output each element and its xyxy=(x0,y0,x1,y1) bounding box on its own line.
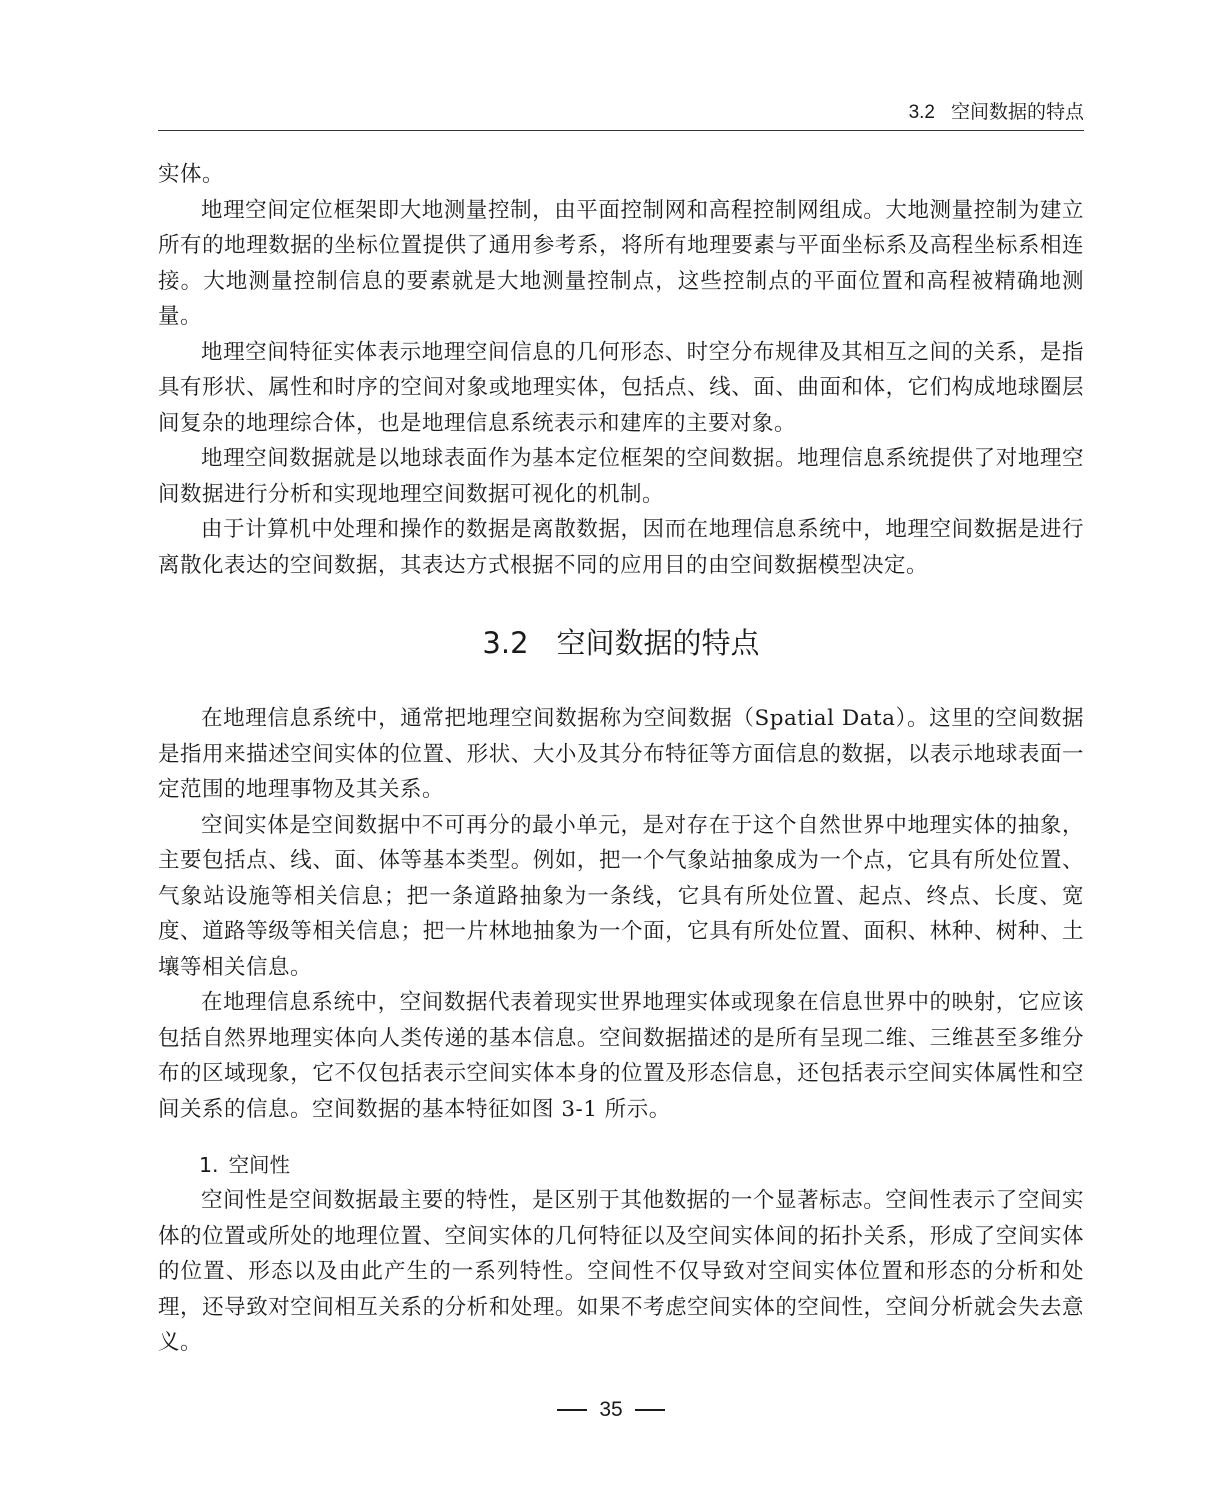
running-head-section-title: 空间数据的特点 xyxy=(950,102,1084,123)
page-footer xyxy=(0,1398,1222,1422)
body-text xyxy=(158,157,1084,1361)
section-title-text: 空间数据的特点 xyxy=(556,626,760,660)
footer-dash-right xyxy=(635,1409,665,1411)
running-head-section-number: 3.2 xyxy=(908,102,935,123)
page-number: 35 xyxy=(599,1398,623,1421)
paragraph: 空间实体是空间数据中不可再分的最小单元，是对存在于这个自然世界中地理实体的抽象，主要包括点、线、面、体等基本类型。例如，把一个气象站抽象成为一个点，它具有所处位置、气象站设施等相关信息；把一条道路抽象为一条线，它具有所处位置、起点、终点、长度、宽度、道路等级等相关信息；把一片林地抽象为一个面，它具有所处位置、面积、林种、树种、土壤等相关信息。 xyxy=(158,812,1084,980)
footer-dash-left xyxy=(557,1409,587,1411)
paragraph: 在地理信息系统中，空间数据代表着现实世界地理实体或现象在信息世界中的映射，它应该包括自然界地理实体向人类传递的基本信息。空间数据描述的是所有呈现二维、三维甚至多维分布的区域现象，它不仅包括表示空间实体本身的位置及形态信息，还包括表示空间实体属性和空间关系的信息。空间数据的基本特征如图 3-1 所示。 xyxy=(158,990,1084,1122)
subsection-title-text: 空间性 xyxy=(228,1153,291,1177)
subsection-number: 1. xyxy=(199,1153,219,1177)
paragraph: 在地理信息系统中，通常把地理空间数据称为空间数据（Spatial Data）。这里的空间数据是指用来描述空间实体的位置、形状、大小及其分布特征等方面信息的数据，以表示地球表面一定范围的地理事物及其关系。 xyxy=(158,706,1084,802)
paragraph: 由于计算机中处理和操作的数据是离散数据，因而在地理信息系统中，地理空间数据是进行离散化表达的空间数据，其表达方式根据不同的应用目的由空间数据模型决定。 xyxy=(158,517,1084,578)
paragraph: 空间性是空间数据最主要的特性，是区别于其他数据的一个显著标志。空间性表示了空间实体的位置或所处的地理位置、空间实体的几何特征以及空间实体间的拓扑关系，形成了空间实体的位置、形态以及由此产生的一系列特性。空间性不仅导致对空间实体位置和形态的分析和处理，还导致对空间相互关系的分析和处理。如果不考虑空间实体的空间性，空间分析就会失去意义。 xyxy=(158,1188,1084,1355)
subsection-title xyxy=(158,1147,1084,1183)
section-number: 3.2 xyxy=(482,626,529,660)
section-title xyxy=(158,623,1084,663)
running-head xyxy=(158,100,1084,131)
paragraph: 地理空间数据就是以地球表面作为基本定位框架的空间数据。地理信息系统提供了对地理空间数据进行分析和实现地理空间数据可视化的机制。 xyxy=(158,446,1084,507)
paragraph: 实体。 xyxy=(158,162,225,187)
paragraph: 地理空间特征实体表示地理空间信息的几何形态、时空分布规律及其相互之间的关系，是指具有形状、属性和时序的空间对象或地理实体，包括点、线、面、曲面和体，它们构成地球圈层间复杂的地理综合体，也是地理信息系统表示和建库的主要对象。 xyxy=(158,339,1084,436)
paragraph: 地理空间定位框架即大地测量控制，由平面控制网和高程控制网组成。大地测量控制为建立所有的地理数据的坐标位置提供了通用参考系，将所有地理要素与平面坐标系及高程坐标系相连接。大地测量控制信息的要素就是大地测量控制点，这些控制点的平面位置和高程被精确地测量。 xyxy=(158,197,1084,329)
